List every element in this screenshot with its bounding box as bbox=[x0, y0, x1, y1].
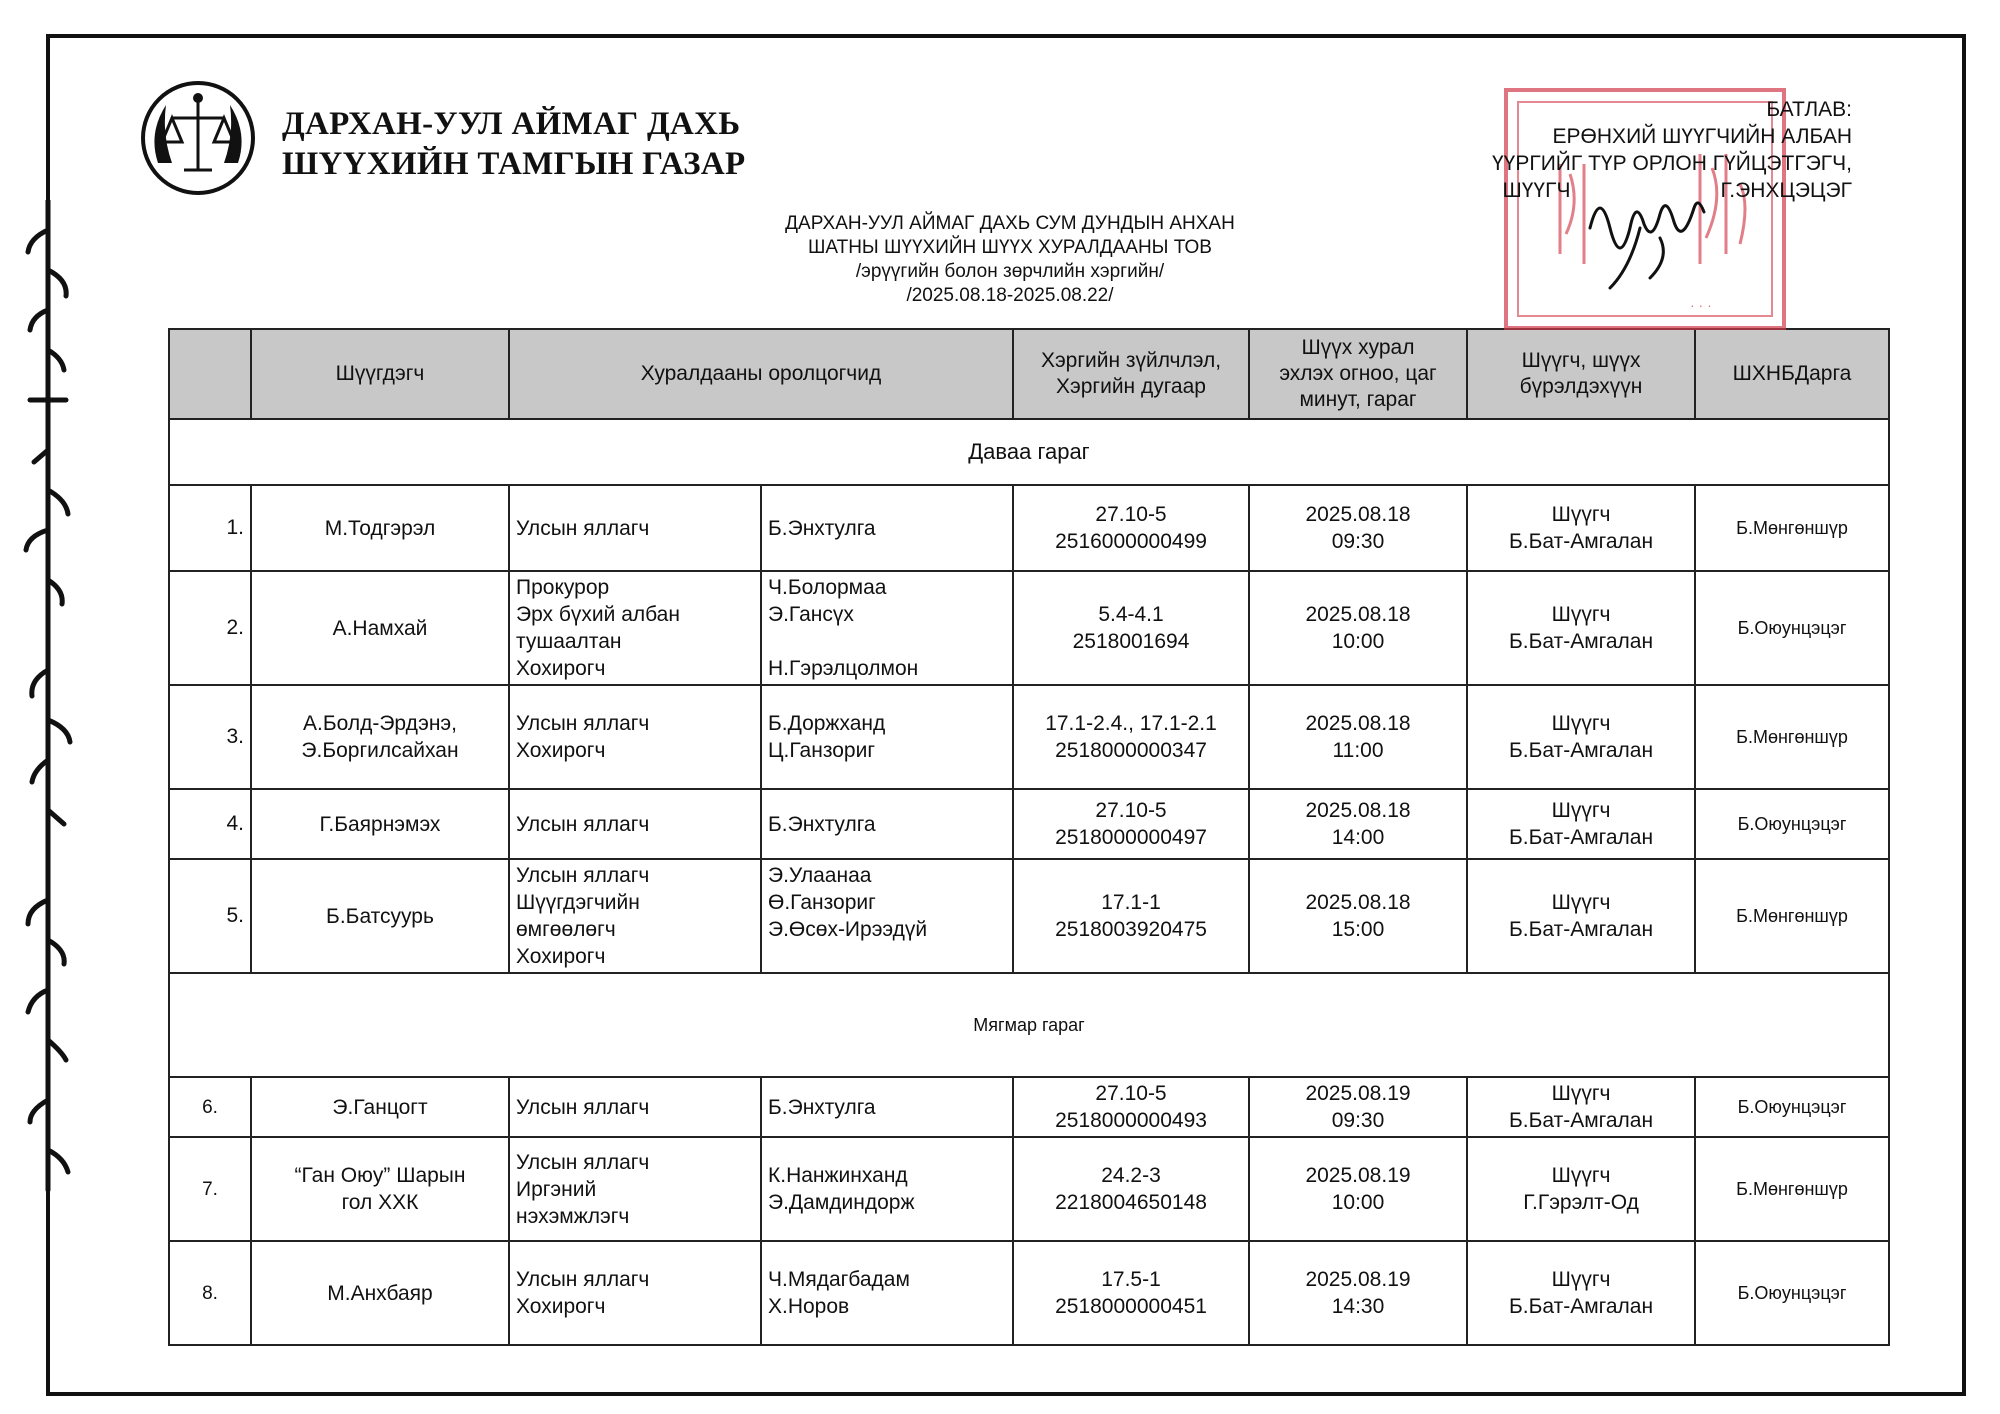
participant-role: Улсын яллагч bbox=[516, 1150, 650, 1174]
defendant-cell bbox=[251, 485, 509, 571]
defendant-name: А.Болд-Эрдэнэ, bbox=[303, 712, 457, 735]
day-row bbox=[169, 419, 1889, 485]
participant-name: Ч.Мядагбадам bbox=[768, 1268, 910, 1291]
case-article: 27.10-5 bbox=[1095, 799, 1167, 822]
defendant-cell bbox=[251, 859, 509, 973]
case-cell bbox=[1013, 685, 1249, 789]
hearing-time: 14:30 bbox=[1331, 1295, 1385, 1318]
judge-name: Б.Бат-Амгалан bbox=[1508, 826, 1654, 849]
judge-cell bbox=[1467, 685, 1695, 789]
header-judge-line2: бүрэлдэхүүн bbox=[1519, 375, 1643, 398]
defendant-cell bbox=[251, 685, 509, 789]
row-number: 8. bbox=[169, 1241, 251, 1345]
row-number: 1. bbox=[169, 485, 251, 571]
hearing-date: 2025.08.19 bbox=[1305, 1268, 1411, 1291]
hearing-date: 2025.08.18 bbox=[1305, 712, 1411, 735]
participant-name: Ц.Ганзориг bbox=[768, 739, 875, 762]
defendant-name: Г.Баярнэмэх bbox=[319, 812, 441, 836]
table-row bbox=[169, 1241, 1889, 1345]
approval-line1: БАТЛАВ: bbox=[1766, 98, 1852, 121]
participant-names-cell bbox=[761, 859, 1013, 973]
participant-name: Э.Гансүх bbox=[768, 603, 854, 626]
header-time-line2: эхлэх огноо, цаг bbox=[1279, 362, 1437, 385]
defendant-cell bbox=[251, 571, 509, 685]
hearing-date: 2025.08.18 bbox=[1305, 799, 1411, 822]
defendant-cell bbox=[251, 1241, 509, 1345]
participant-role: Улсын яллагч bbox=[516, 1268, 650, 1291]
defendant-name: Б.Батсуурь bbox=[326, 904, 434, 928]
row-number: 6. bbox=[169, 1077, 251, 1137]
case-number: 2518000000451 bbox=[1055, 1295, 1207, 1318]
participant-roles-cell bbox=[509, 1137, 761, 1241]
table-row bbox=[169, 1077, 1889, 1137]
title-line4: /2025.08.18-2025.08.22/ bbox=[906, 285, 1114, 306]
case-cell bbox=[1013, 571, 1249, 685]
datetime-cell bbox=[1249, 1241, 1467, 1345]
judge-title: Шүүгч bbox=[1551, 799, 1611, 822]
defendant-name: А.Намхай bbox=[332, 616, 428, 640]
judge-name: Б.Бат-Амгалан bbox=[1508, 739, 1654, 762]
judge-cell bbox=[1467, 485, 1695, 571]
table-row bbox=[169, 1137, 1889, 1241]
participant-names-cell bbox=[761, 1077, 1013, 1137]
case-cell bbox=[1013, 789, 1249, 859]
row-number: 3. bbox=[169, 685, 251, 789]
day-label: Даваа гараг bbox=[169, 419, 1889, 485]
secretary-cell: Б.Мөнгөншүр bbox=[1695, 485, 1889, 571]
case-article: 17.1-1 bbox=[1101, 891, 1161, 914]
row-number: 2. bbox=[169, 571, 251, 685]
judge-cell bbox=[1467, 1077, 1695, 1137]
defendant-name: М.Анхбаяр bbox=[327, 1281, 433, 1305]
judge-cell bbox=[1467, 1241, 1695, 1345]
participant-roles-cell bbox=[509, 1241, 761, 1345]
participant-name: Э.Дамдиндорж bbox=[768, 1191, 915, 1214]
participant-role: Улсын яллагч bbox=[516, 812, 650, 836]
participant-roles-cell bbox=[509, 859, 761, 973]
participant-role: нэхэмжлэгч bbox=[516, 1204, 630, 1228]
judge-title: Шүүгч bbox=[1551, 1268, 1611, 1291]
participant-role: өмгөөлөгч bbox=[516, 918, 616, 941]
secretary-cell: Б.Оюунцэцэг bbox=[1695, 1241, 1889, 1345]
judge-name: Б.Бат-Амгалан bbox=[1508, 1109, 1654, 1132]
participant-roles-cell bbox=[509, 571, 761, 685]
judge-title: Шүүгч bbox=[1551, 891, 1611, 914]
secretary-cell: Б.Оюунцэцэг bbox=[1695, 571, 1889, 685]
hearing-date: 2025.08.18 bbox=[1305, 503, 1411, 526]
participant-role: Улсын яллагч bbox=[516, 1095, 650, 1119]
approval-line2: ЕРӨНХИЙ ШҮҮГЧИЙН АЛБАН bbox=[1552, 125, 1852, 148]
table-row bbox=[169, 789, 1889, 859]
participant-name: Х.Норов bbox=[768, 1295, 850, 1318]
defendant-name: М.Тодгэрэл bbox=[324, 516, 436, 540]
participant-name: Б.Энхтулга bbox=[768, 516, 876, 540]
case-number: 2518001694 bbox=[1072, 630, 1190, 653]
hearing-schedule-table bbox=[168, 328, 1890, 1346]
judge-name: Б.Бат-Амгалан bbox=[1508, 630, 1654, 653]
participant-name: Б.Энхтулга bbox=[768, 1095, 876, 1119]
header-time-line3: минут, гараг bbox=[1299, 388, 1417, 411]
judge-title: Шүүгч bbox=[1551, 1164, 1611, 1187]
participant-names-cell bbox=[761, 1137, 1013, 1241]
judge-title: Шүүгч bbox=[1551, 503, 1611, 526]
participant-role: Эрх бүхий албан bbox=[516, 603, 680, 626]
secretary-cell: Б.Оюунцэцэг bbox=[1695, 789, 1889, 859]
participant-roles-cell bbox=[509, 685, 761, 789]
participant-name: Б.Доржханд bbox=[768, 712, 886, 735]
row-number: 7. bbox=[169, 1137, 251, 1241]
document-title bbox=[700, 212, 1320, 308]
header-case-line2: Хэргийн дугаар bbox=[1056, 375, 1206, 398]
mongolian-script-icon bbox=[8, 200, 88, 1200]
participant-name: Н.Гэрэлцолмон bbox=[768, 657, 919, 680]
hearing-time: 10:00 bbox=[1331, 630, 1385, 653]
defendant-cell bbox=[251, 1137, 509, 1241]
participant-name: Б.Энхтулга bbox=[768, 812, 876, 836]
secretary-cell: Б.Мөнгөншүр bbox=[1695, 685, 1889, 789]
case-cell bbox=[1013, 859, 1249, 973]
defendant-cell bbox=[251, 789, 509, 859]
approval-block bbox=[1492, 96, 1852, 204]
table-row bbox=[169, 859, 1889, 973]
defendant-name: “Ган Оюу” Шарын bbox=[294, 1164, 466, 1187]
datetime-cell bbox=[1249, 789, 1467, 859]
org-title-line1: ДАРХАН-УУЛ АЙМАГ ДАХЬ bbox=[282, 106, 741, 142]
schedule-body bbox=[169, 419, 1889, 1345]
title-line3: /эрүүгийн болон зөрчлийн хэргийн/ bbox=[855, 261, 1165, 282]
participant-names-cell bbox=[761, 571, 1013, 685]
participant-role: Улсын яллагч bbox=[516, 516, 650, 540]
case-number: 2518000000493 bbox=[1055, 1109, 1207, 1132]
case-number: 2518000000347 bbox=[1055, 739, 1207, 762]
case-number: 2518003920475 bbox=[1055, 918, 1207, 941]
hearing-time: 15:00 bbox=[1331, 918, 1385, 941]
case-cell bbox=[1013, 1241, 1249, 1345]
hearing-time: 10:00 bbox=[1331, 1191, 1385, 1214]
approval-position: ШҮҮГЧ bbox=[1502, 179, 1571, 202]
court-scales-emblem-icon bbox=[138, 78, 258, 198]
svg-text:· · ·: · · · bbox=[1690, 297, 1712, 313]
case-cell bbox=[1013, 1137, 1249, 1241]
participant-name: Э.Өсөх-Ирээдүй bbox=[768, 918, 928, 941]
table-row bbox=[169, 485, 1889, 571]
judge-name: Б.Бат-Амгалан bbox=[1508, 918, 1654, 941]
org-title-line2: ШҮҮХИЙН ТАМГЫН ГАЗАР bbox=[282, 146, 746, 182]
participant-roles-cell bbox=[509, 485, 761, 571]
judge-name: Б.Бат-Амгалан bbox=[1508, 530, 1654, 553]
participant-names-cell bbox=[761, 789, 1013, 859]
header-participants: Хуралдааны оролцогчид bbox=[509, 329, 1013, 419]
case-cell bbox=[1013, 1077, 1249, 1137]
judge-cell bbox=[1467, 859, 1695, 973]
participant-roles-cell bbox=[509, 789, 761, 859]
participant-role: Иргэний bbox=[516, 1177, 597, 1201]
judge-title: Шүүгч bbox=[1551, 1082, 1611, 1105]
case-cell bbox=[1013, 485, 1249, 571]
participant-names-cell bbox=[761, 485, 1013, 571]
participant-role: тушаалтан bbox=[516, 630, 622, 653]
datetime-cell bbox=[1249, 571, 1467, 685]
header-case bbox=[1013, 329, 1249, 419]
defendant-cell bbox=[251, 1077, 509, 1137]
table-row bbox=[169, 685, 1889, 789]
participant-name: Ө.Ганзориг bbox=[768, 891, 876, 914]
participant-role: Улсын яллагч bbox=[516, 864, 650, 887]
judge-name: Г.Гэрэлт-Од bbox=[1523, 1191, 1639, 1214]
secretary-cell: Б.Мөнгөншүр bbox=[1695, 1137, 1889, 1241]
participant-names-cell bbox=[761, 685, 1013, 789]
case-article: 17.5-1 bbox=[1101, 1268, 1161, 1291]
case-article: 5.4-4.1 bbox=[1098, 603, 1164, 626]
secretary-cell: Б.Оюунцэцэг bbox=[1695, 1077, 1889, 1137]
participant-role: Хохирогч bbox=[516, 739, 606, 762]
header-judge bbox=[1467, 329, 1695, 419]
datetime-cell bbox=[1249, 485, 1467, 571]
judge-cell bbox=[1467, 571, 1695, 685]
case-article: 27.10-5 bbox=[1095, 503, 1167, 526]
day-label: Мягмар гараг bbox=[169, 973, 1889, 1077]
case-article: 17.1-2.4., 17.1-2.1 bbox=[1045, 712, 1217, 735]
participant-role: Хохирогч bbox=[516, 657, 606, 680]
hearing-time: 09:30 bbox=[1331, 530, 1385, 553]
organization-title bbox=[282, 104, 745, 184]
table-row bbox=[169, 571, 1889, 685]
datetime-cell bbox=[1249, 1077, 1467, 1137]
row-number: 5. bbox=[169, 859, 251, 973]
participant-role: Шүүгдэгчийн bbox=[516, 891, 640, 914]
judge-title: Шүүгч bbox=[1551, 712, 1611, 735]
participant-role: Улсын яллагч bbox=[516, 712, 650, 735]
hearing-time: 11:00 bbox=[1332, 739, 1384, 762]
table-header-row bbox=[169, 329, 1889, 419]
hearing-date: 2025.08.19 bbox=[1305, 1082, 1411, 1105]
participant-name: Э.Улаанаа bbox=[768, 864, 872, 887]
approval-name: Г.ЭНХЦЭЦЭГ bbox=[1720, 179, 1852, 202]
case-article: 24.2-3 bbox=[1101, 1164, 1161, 1187]
secretary-cell: Б.Мөнгөншүр bbox=[1695, 859, 1889, 973]
header-time bbox=[1249, 329, 1467, 419]
judge-cell bbox=[1467, 1137, 1695, 1241]
hearing-time: 14:00 bbox=[1331, 826, 1385, 849]
participant-role: Прокурор bbox=[516, 576, 610, 599]
header-time-line1: Шүүх хурал bbox=[1301, 336, 1415, 359]
judge-title: Шүүгч bbox=[1551, 603, 1611, 626]
header-secretary: ШХНБДарга bbox=[1695, 329, 1889, 419]
approval-line4 bbox=[1492, 177, 1852, 204]
header-number bbox=[169, 329, 251, 419]
datetime-cell bbox=[1249, 1137, 1467, 1241]
day-row bbox=[169, 973, 1889, 1077]
row-number: 4. bbox=[169, 789, 251, 859]
participant-names-cell bbox=[761, 1241, 1013, 1345]
hearing-time: 09:30 bbox=[1331, 1109, 1385, 1132]
participant-role: Хохирогч bbox=[516, 945, 606, 968]
hearing-date: 2025.08.18 bbox=[1305, 891, 1411, 914]
title-line2: ШАТНЫ ШҮҮХИЙН ШҮҮХ ХУРАЛДААНЫ ТОВ bbox=[807, 237, 1212, 258]
datetime-cell bbox=[1249, 685, 1467, 789]
participant-roles-cell bbox=[509, 1077, 761, 1137]
participant-name bbox=[768, 628, 1006, 655]
case-number: 2518000000497 bbox=[1055, 826, 1207, 849]
participant-name: Ч.Болормаа bbox=[768, 576, 887, 599]
case-article: 27.10-5 bbox=[1095, 1082, 1167, 1105]
hearing-date: 2025.08.18 bbox=[1305, 603, 1411, 626]
participant-name bbox=[768, 943, 1006, 970]
participant-name: К.Нанжинханд bbox=[768, 1164, 908, 1187]
judge-cell bbox=[1467, 789, 1695, 859]
title-line1: ДАРХАН-УУЛ АЙМАГ ДАХЬ СУМ ДУНДЫН АНХАН bbox=[785, 213, 1235, 234]
header-defendant: Шүүгдэгч bbox=[251, 329, 509, 419]
header-judge-line1: Шүүгч, шүүх bbox=[1521, 349, 1641, 372]
case-number: 2516000000499 bbox=[1055, 530, 1207, 553]
judge-name: Б.Бат-Амгалан bbox=[1508, 1295, 1654, 1318]
hearing-date: 2025.08.19 bbox=[1305, 1164, 1411, 1187]
defendant-name: гол ХХК bbox=[341, 1191, 419, 1214]
approval-line3: ҮҮРГИЙГ ТҮР ОРЛОН ГҮЙЦЭТГЭГЧ, bbox=[1491, 152, 1852, 175]
participant-role: Хохирогч bbox=[516, 1295, 606, 1318]
header-case-line1: Хэргийн зүйлчлэл, bbox=[1040, 349, 1222, 372]
defendant-name: Э.Боргилсайхан bbox=[301, 739, 459, 762]
case-number: 2218004650148 bbox=[1055, 1191, 1207, 1214]
datetime-cell bbox=[1249, 859, 1467, 973]
defendant-name: Э.Ганцогт bbox=[332, 1095, 428, 1119]
